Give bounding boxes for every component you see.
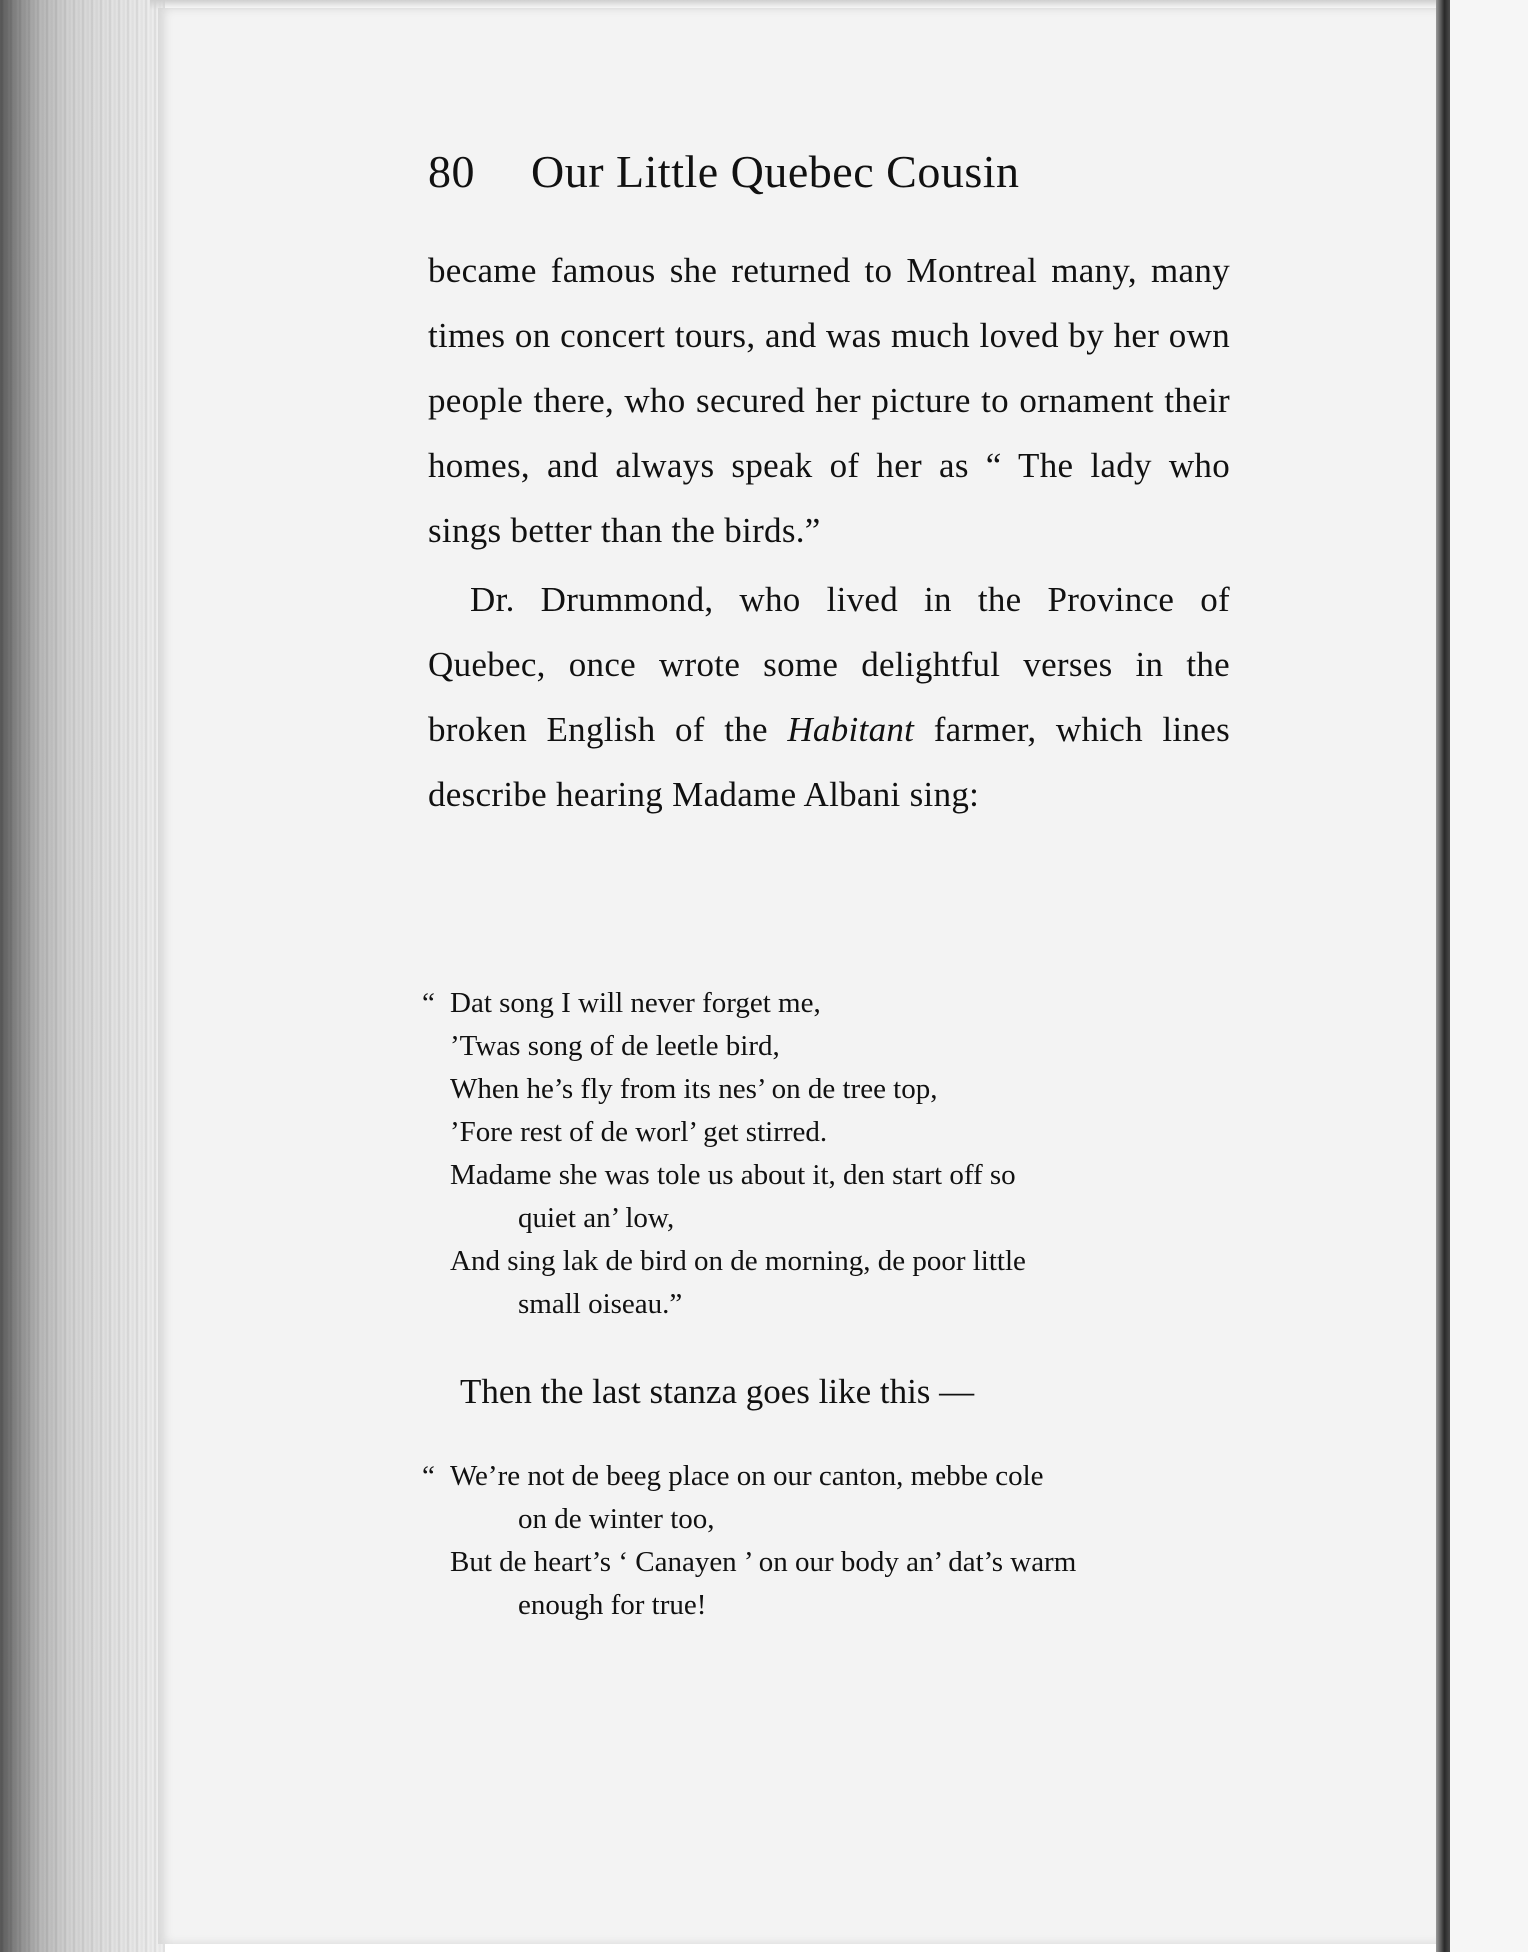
body-text (428, 238, 1230, 827)
paragraph-2-end: farmer, which lines describe hearing Madame Albani sing: (428, 710, 1230, 814)
verse-line-continuation: quiet an’ low, (518, 1202, 675, 1234)
running-title: Our Little Quebec Cousin (531, 146, 1020, 197)
paragraph-1: became famous she returned to Montreal many, many times on concert tours, and was much loved by her own people there, who secured her picture to ornament their homes, and always speak of her as “ The lady who sings better than the birds.” (428, 251, 1230, 550)
verse-line-continuation: enough for true! (518, 1589, 707, 1621)
bridge-sentence: Then the last stanza goes like this — (460, 1372, 975, 1411)
paragraph-2-start: Dr. Drummond, who lived in the Province of Quebec, once wrote some delightful verses in the broken English of the (428, 580, 1230, 749)
next-page-margin (1450, 0, 1528, 1952)
verse-line (422, 1541, 1234, 1627)
verse-line-text: But de heart’s ‘ Canayen ’ on our body an’ dat’s warm (450, 1546, 1077, 1578)
paragraph-2 (428, 567, 1230, 827)
verse-line-continuation: small oiseau.” (518, 1288, 683, 1320)
verse-line-text: Dat song I will never forget me, (450, 987, 821, 1019)
verse-line-continuation: on de winter too, (518, 1503, 715, 1535)
verse-line (422, 1154, 1234, 1240)
verse-line-text: ’Twas song of de leetle bird, (450, 1030, 780, 1062)
verse-quotation-1 (422, 982, 1234, 1326)
verse-line-text: We’re not de beeg place on our canton, mebbe cole (450, 1460, 1044, 1492)
open-quote: “ (422, 1460, 435, 1492)
italic-habitant: Habitant (787, 710, 915, 749)
verse-line (422, 1455, 1234, 1541)
verse-line (422, 1025, 1234, 1068)
top-edge-shadow (150, 0, 1450, 10)
verse-line-text: Madame she was tole us about it, den start off so (450, 1159, 1016, 1191)
verse-line-text: ’Fore rest of de worl’ get stirred. (450, 1116, 828, 1148)
verse-line (422, 1111, 1234, 1154)
verse-line-text: And sing lak de bird on de morning, de poor little (450, 1245, 1026, 1277)
verse-line (422, 1240, 1234, 1326)
running-header (428, 145, 1228, 198)
verse-line-text: When he’s fly from its nes’ on de tree top, (450, 1073, 938, 1105)
verse-quotation-2 (422, 1455, 1234, 1627)
verse-line (422, 1068, 1234, 1111)
book-binding-edge (0, 0, 165, 1952)
page-number: 80 (428, 146, 475, 197)
verse-line (422, 982, 1234, 1025)
open-quote: “ (422, 987, 435, 1019)
right-page-edge (1436, 0, 1450, 1952)
